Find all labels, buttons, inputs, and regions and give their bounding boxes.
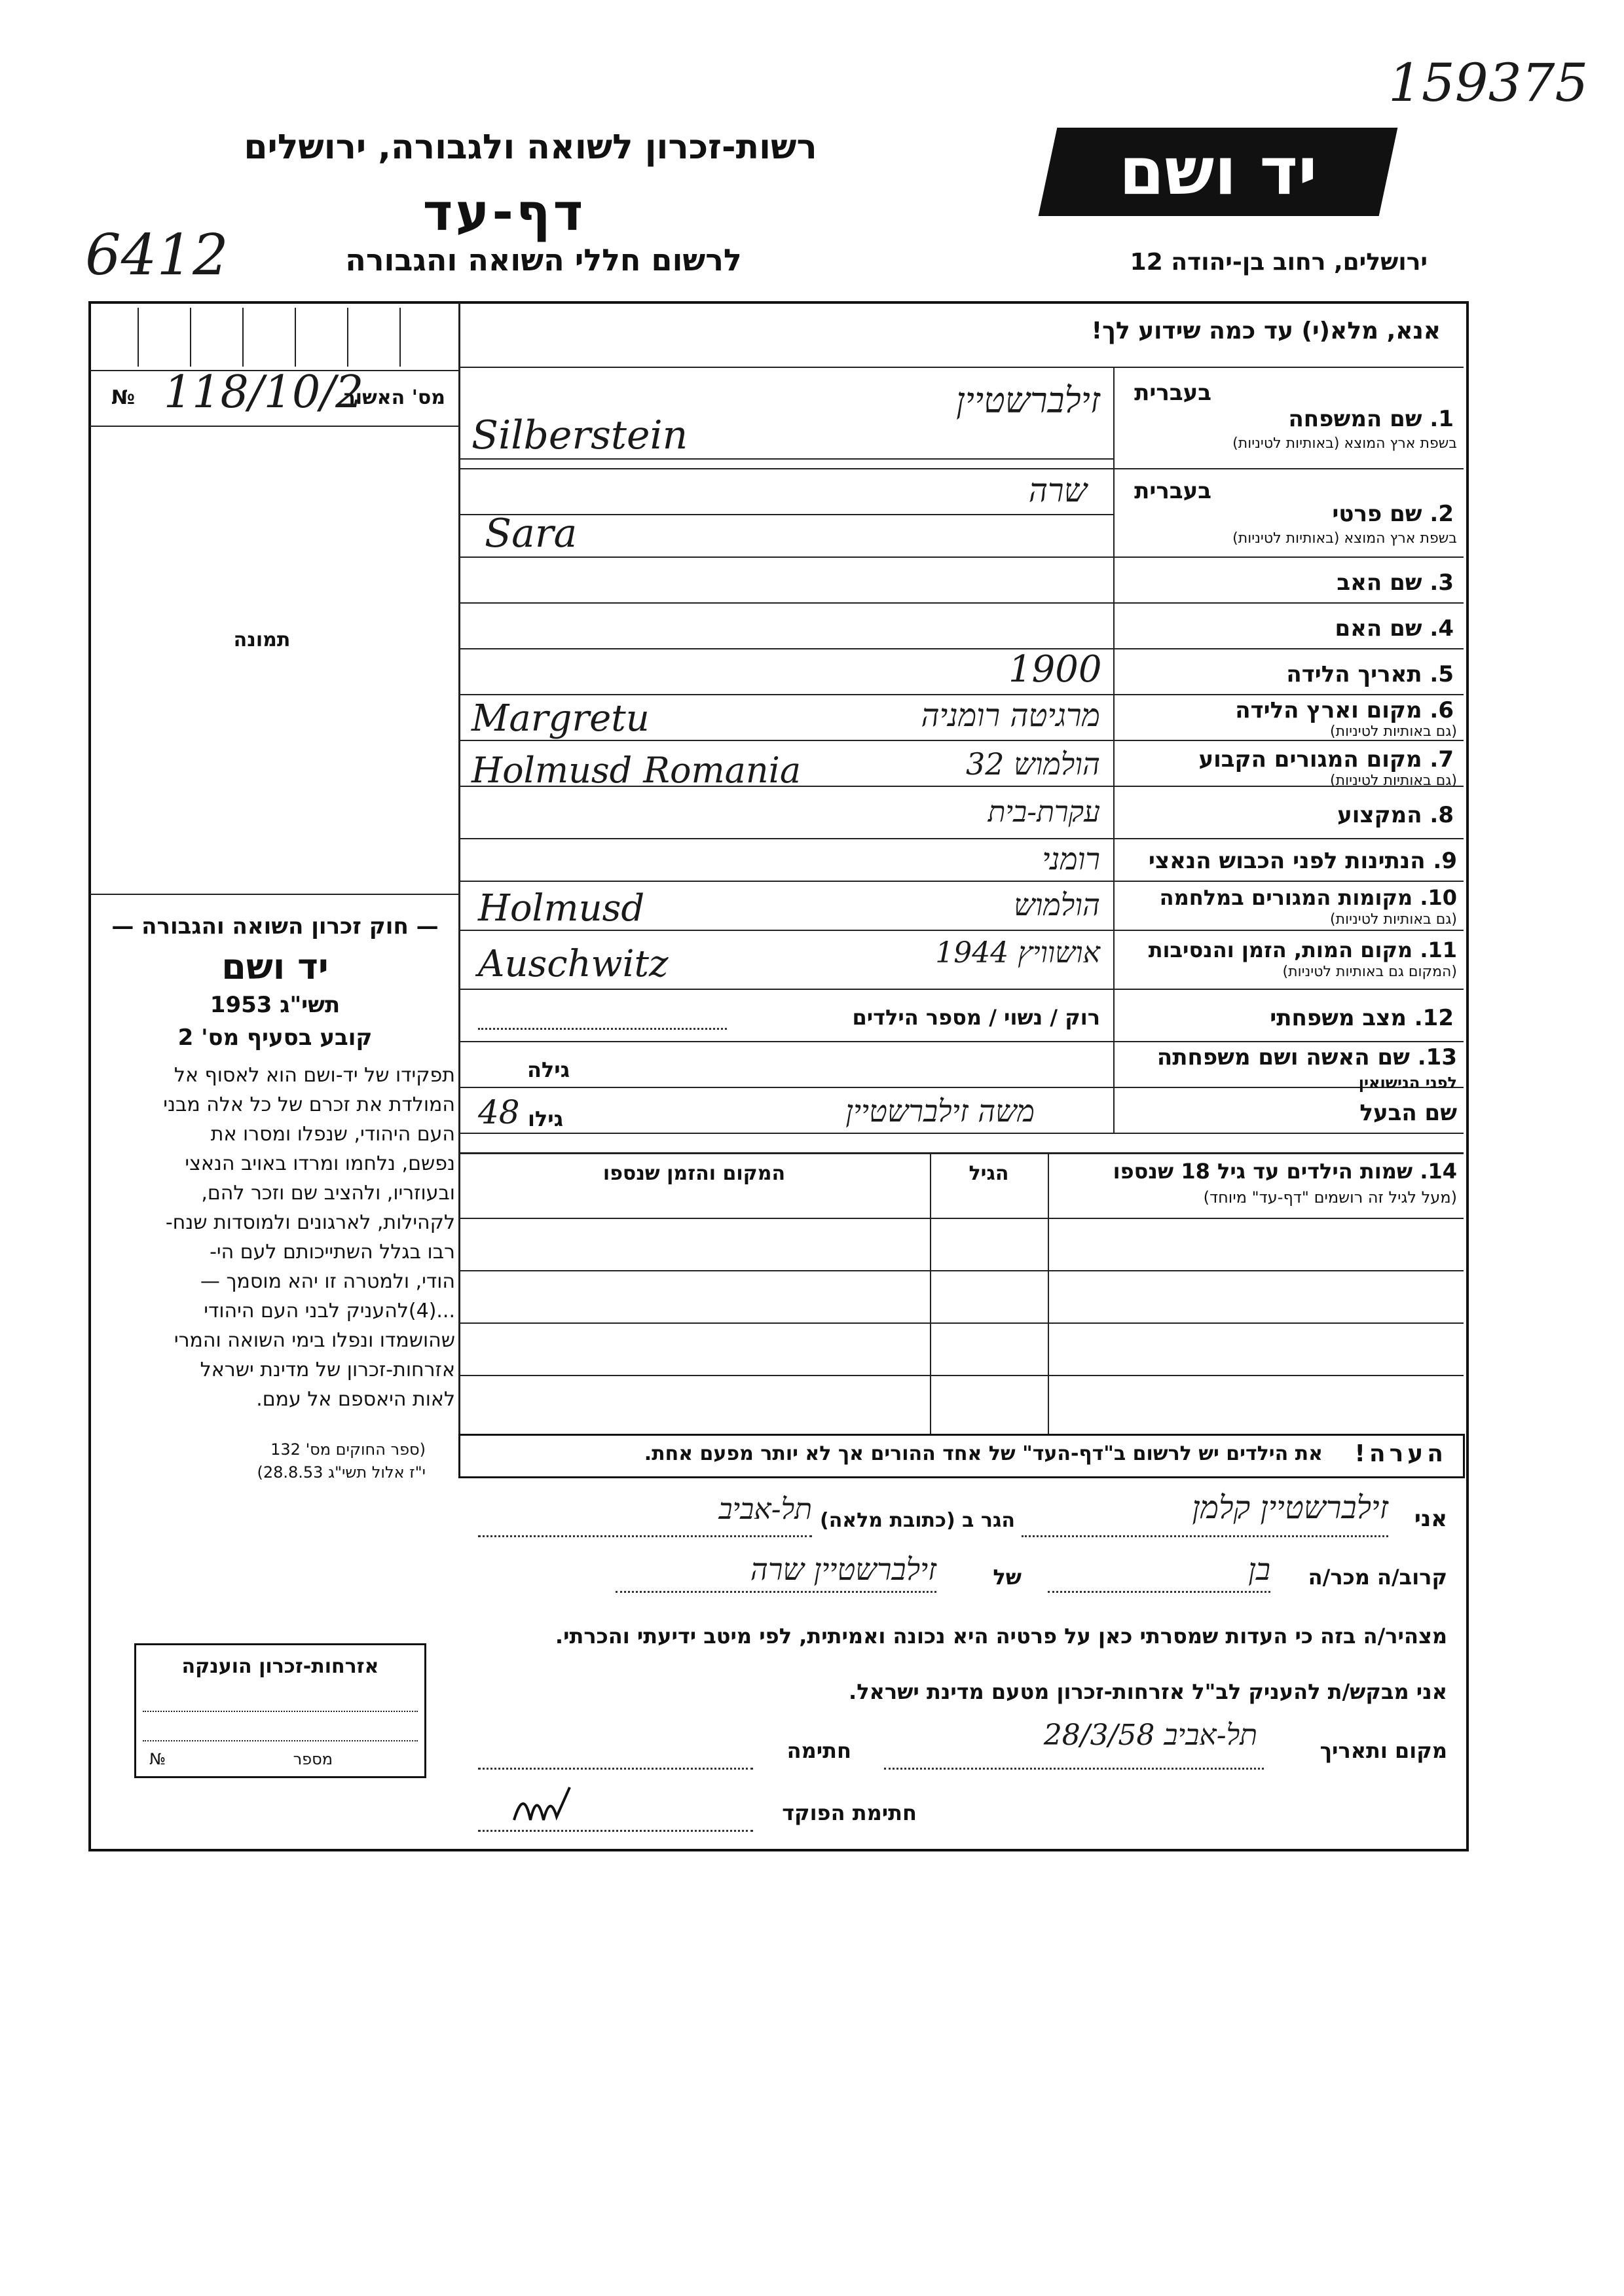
field-1-latin-value[interactable]: Silberstein bbox=[471, 412, 688, 458]
field-6-label: 6. מקום וארץ הלידה bbox=[1235, 697, 1454, 723]
yad-vashem-logo bbox=[1039, 128, 1398, 216]
field-14-note: (מעל לגיל זה רושמים "דף-עד" מיוחד) bbox=[1203, 1188, 1457, 1207]
law-line: לקהילות, לארגונים ולמוסדות שנח- bbox=[165, 1211, 455, 1234]
field-10-latin-value[interactable]: Holmusd bbox=[478, 887, 645, 930]
husband-label: שם הבעל bbox=[1359, 1100, 1457, 1126]
reference-boxes bbox=[98, 308, 455, 367]
field-2-label: 2. שם פרטי bbox=[1332, 501, 1454, 527]
declarant-label: אני bbox=[1414, 1506, 1447, 1532]
field-6-hebrew-value[interactable]: מרגיטה רומניה bbox=[921, 697, 1100, 734]
citizenship-request: אני מבקש/ת להעניק לב"ל אזרחות-זכרון מטעם מדינת ישראל. bbox=[849, 1679, 1447, 1704]
field-13-note: לפני הנישואין bbox=[1358, 1074, 1457, 1092]
law-line: ובעוזריו, ולהציב שם וזכר להם, bbox=[201, 1182, 455, 1205]
approval-no-sign: № bbox=[111, 386, 136, 409]
law-clause: קובע בסעיף מס' 2 bbox=[177, 1025, 373, 1051]
field-2-latin-value[interactable]: Sara bbox=[485, 511, 578, 556]
field-12-options: רוק / נשוי / מספר הילדים bbox=[852, 1005, 1100, 1030]
declaration-statement: מצהיר/ה בזה כי העדות שמסרתי כאן על פרטיה היא נכונה ואמיתית, לפי מיטב ידיעתי והכרתי. bbox=[555, 1624, 1447, 1649]
law-line: שהושמדו ונפלו בימי השואה והמרי bbox=[174, 1329, 455, 1352]
approval-label: מס' האשור bbox=[343, 386, 445, 409]
law-reference-1: (ספר החוקים מס' 132 bbox=[270, 1440, 426, 1459]
field-9-label: 9. הנתינות לפני הכבוש הנאצי bbox=[1148, 848, 1457, 874]
field-9-value[interactable]: רומני bbox=[1042, 841, 1100, 877]
field-2-hebrew-value[interactable]: שרה bbox=[1028, 471, 1087, 509]
official-signature-label: חתימת הפוקד bbox=[782, 1800, 917, 1825]
official-signature-mark bbox=[511, 1781, 602, 1840]
law-line: הודי, ולמטרה זו יהא מוסמך — bbox=[200, 1270, 455, 1293]
field-10-latin-note: (גם באותיות לטיניות) bbox=[1330, 911, 1457, 928]
declarant-name[interactable]: זילברשטיין קלמן bbox=[1192, 1489, 1388, 1526]
citizenship-number-label: מספר bbox=[293, 1750, 333, 1768]
husband-age-value[interactable]: 48 bbox=[478, 1093, 520, 1131]
law-year bbox=[98, 992, 452, 1018]
resides-label: הגר ב (כתובת מלאה) bbox=[819, 1509, 1015, 1532]
citizenship-title: אזרחות-זכרון הוענקה bbox=[181, 1655, 379, 1678]
field-11-hebrew-value[interactable]: אושוויץ 1944 bbox=[935, 936, 1100, 970]
field-2-latin-note: בשפת ארץ המוצא (באותיות לטיניות) bbox=[1232, 530, 1457, 547]
field-4-label: 4. שם האם bbox=[1335, 615, 1454, 642]
husband-value[interactable]: משה זילברשטיין bbox=[845, 1093, 1035, 1129]
field-10-hebrew-value[interactable]: הולמוש bbox=[1014, 887, 1100, 922]
field-11-latin-value[interactable]: Auschwitz bbox=[478, 943, 669, 985]
children-age-header: הגיל bbox=[969, 1162, 1009, 1185]
field-1-hebrew-value[interactable]: זילברשטיין bbox=[956, 380, 1100, 421]
law-year-number: 1953 bbox=[210, 992, 272, 1018]
field-10-label: 10. מקומות המגורים במלחמה bbox=[1159, 885, 1457, 910]
law-line: ...(4)להעניק לבני העם היהודי bbox=[204, 1300, 455, 1322]
field-5-value[interactable]: 1900 bbox=[1008, 648, 1102, 691]
approval-rule bbox=[90, 426, 458, 427]
children-col-1 bbox=[1048, 1152, 1049, 1434]
field-7-latin-value[interactable]: Holmusd Romania bbox=[471, 750, 802, 791]
field-7-hebrew-value[interactable]: הולמוש 32 bbox=[965, 746, 1100, 782]
intro-rule bbox=[458, 367, 1464, 368]
page-title: דף-עד bbox=[422, 183, 586, 242]
law-line: אזרחות-זכרון של מדינת ישראל bbox=[200, 1358, 455, 1381]
law-line: נפשם, נלחמו ומרדו באויב הנאצי bbox=[185, 1152, 455, 1175]
labels-divider bbox=[1113, 367, 1115, 1133]
photo-rule bbox=[90, 894, 458, 895]
field-12-label: 12. מצב משפחתי bbox=[1270, 1005, 1454, 1031]
handwritten-form-number: 6412 bbox=[85, 223, 229, 288]
husband-age-label: גילו bbox=[527, 1106, 563, 1131]
side-divider bbox=[458, 302, 460, 1461]
hebrew-label-1: בעברית bbox=[1134, 380, 1211, 406]
citizenship-box bbox=[134, 1643, 426, 1778]
archive-number: 159375 bbox=[1388, 52, 1589, 113]
authority-title: רשות-זכרון לשואה ולגבורה, ירושלים bbox=[244, 128, 817, 167]
citizenship-no-sign: № bbox=[149, 1750, 166, 1768]
signature-label: חתימה bbox=[786, 1738, 851, 1763]
field-6-latin-value[interactable]: Margretu bbox=[471, 697, 650, 740]
law-year-hebrew: תשי"ג bbox=[280, 992, 341, 1018]
field-13-label: 13. שם האשה ושם משפחתה bbox=[1156, 1044, 1457, 1070]
law-line: העם היהודי, שנפלו ומסרו את bbox=[210, 1123, 455, 1146]
approval-value: 118/10/2 bbox=[164, 367, 364, 418]
note-label: הערה! bbox=[1354, 1440, 1447, 1467]
law-line: לאות היאספם אל עמם. bbox=[256, 1388, 455, 1411]
law-text bbox=[95, 1061, 455, 1414]
field-14-label: 14. שמות הילדים עד גיל 18 שנספו bbox=[1113, 1159, 1457, 1184]
relation-value[interactable]: בן bbox=[1248, 1552, 1270, 1587]
field-7-label: 7. מקום המגורים הקבוע bbox=[1198, 746, 1454, 773]
law-line: המולדת את זכרם של כל אלה מבני bbox=[163, 1093, 455, 1116]
place-date-label: מקום ותאריך bbox=[1320, 1738, 1447, 1763]
subtitle: לרשום חללי השואה והגבורה bbox=[345, 242, 742, 278]
field-5-label: 5. תאריך הלידה bbox=[1286, 661, 1454, 687]
law-line: רבו בגלל השתייכותם לעם הי- bbox=[210, 1241, 455, 1264]
field-6-latin-note: (גם באותיות לטיניות) bbox=[1330, 723, 1457, 740]
field-7-latin-note: (גם באותיות לטיניות) bbox=[1330, 773, 1457, 789]
law-reference-2: י"ז אלול תשי"ג 28.8.53) bbox=[257, 1463, 426, 1482]
field-3-label: 3. שם האב bbox=[1337, 570, 1454, 596]
intro-text: אנא, מלא(י) עד כמה שידוע לך! bbox=[1091, 318, 1441, 344]
field-1-latin-note: בשפת ארץ המוצא (באותיות לטיניות) bbox=[1232, 435, 1457, 452]
field-11-label: 11. מקום המות, הזמן והנסיבות bbox=[1148, 938, 1457, 962]
hebrew-label-2: בעברית bbox=[1134, 478, 1211, 504]
field-12-dots bbox=[478, 1028, 727, 1030]
field-1-label: 1. שם המשפחה bbox=[1288, 406, 1454, 432]
children-col-2 bbox=[930, 1152, 931, 1434]
law-line: תפקידו של יד-ושם הוא לאסוף אל bbox=[174, 1064, 455, 1087]
law-title: — חוק זכרון השואה והגבורה — bbox=[111, 913, 439, 939]
declarant-address[interactable]: תל-אביב bbox=[718, 1493, 812, 1526]
address: ירושלים, רחוב בן-יהודה 12 bbox=[1130, 249, 1428, 276]
logo-text: יד ושם bbox=[1118, 133, 1318, 210]
place-date-value[interactable]: תל-אביב 28/3/58 bbox=[1043, 1719, 1257, 1752]
note-text: את הילדים יש לרשום ב"דף-העד" של אחד ההורים אך לא יותר מפעם אחת. bbox=[644, 1442, 1323, 1465]
of-label: של bbox=[993, 1565, 1022, 1590]
field-8-label: 8. המקצוע bbox=[1337, 802, 1454, 828]
of-value[interactable]: זילברשטיין שרה bbox=[750, 1552, 936, 1587]
law-name: יד ושם bbox=[221, 946, 329, 987]
photo-label: תמונה bbox=[233, 629, 291, 651]
signature-line[interactable] bbox=[478, 1768, 753, 1770]
children-place-header: המקום והזמן שנספו bbox=[602, 1162, 786, 1185]
relative-label: קרוב/ה מכר/ה bbox=[1308, 1565, 1447, 1590]
field-11-note: (המקום גם באותיות לטיניות) bbox=[1282, 964, 1457, 980]
wife-age-label: גילה bbox=[526, 1057, 570, 1082]
field-8-value[interactable]: עקרת-בית bbox=[987, 795, 1100, 829]
